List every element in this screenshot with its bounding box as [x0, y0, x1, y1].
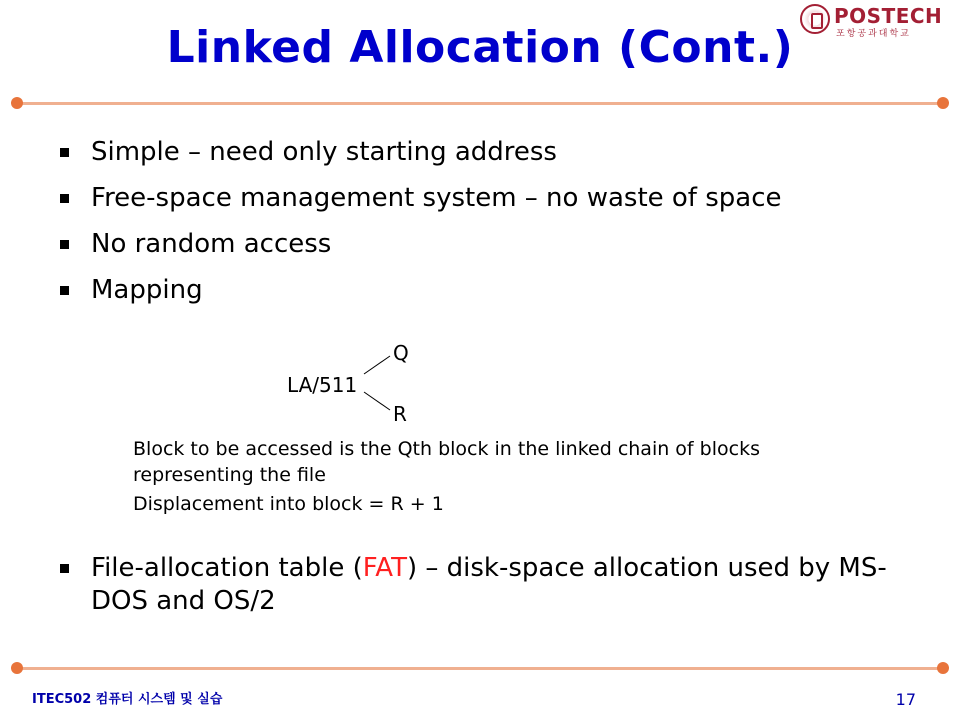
divider-dot-icon [11, 662, 23, 674]
remainder-label: R [393, 402, 407, 426]
quotient-label: Q [393, 341, 409, 365]
course-footer: ITEC502 컴퓨터 시스템 및 실습 [32, 692, 223, 707]
fat-bullet-item [58, 552, 918, 618]
quotient-branch-line [364, 356, 390, 374]
fat-highlight: FAT [362, 553, 407, 583]
page-number: 17 [895, 690, 916, 709]
fat-text-after: ) – disk-space allocation used by MS-DOS and OS/2 [91, 553, 887, 616]
bullet-item: Mapping [58, 274, 918, 306]
bottom-divider [16, 667, 944, 670]
remainder-branch-line [364, 392, 390, 410]
bullet-item: Simple – need only starting address [58, 136, 918, 168]
mapping-note: representing the file [133, 464, 326, 486]
slide-title: Linked Allocation (Cont.) [166, 22, 794, 73]
logical-address-label: LA/511 [287, 373, 358, 397]
mapping-note: Displacement into block = R + 1 [133, 493, 444, 515]
logo-subtitle: 포항공과대학교 [836, 29, 911, 39]
bullet-item: Free-space management system – no waste of space [58, 182, 918, 214]
fat-bullet-list [58, 552, 918, 632]
mapping-note: Block to be accessed is the Qth block in the linked chain of blocks [133, 438, 760, 460]
bullet-item: No random access [58, 228, 918, 260]
fat-text-before: File-allocation table ( [91, 553, 363, 583]
logo-name: POSTECH [834, 4, 943, 28]
divider-dot-icon [937, 662, 949, 674]
